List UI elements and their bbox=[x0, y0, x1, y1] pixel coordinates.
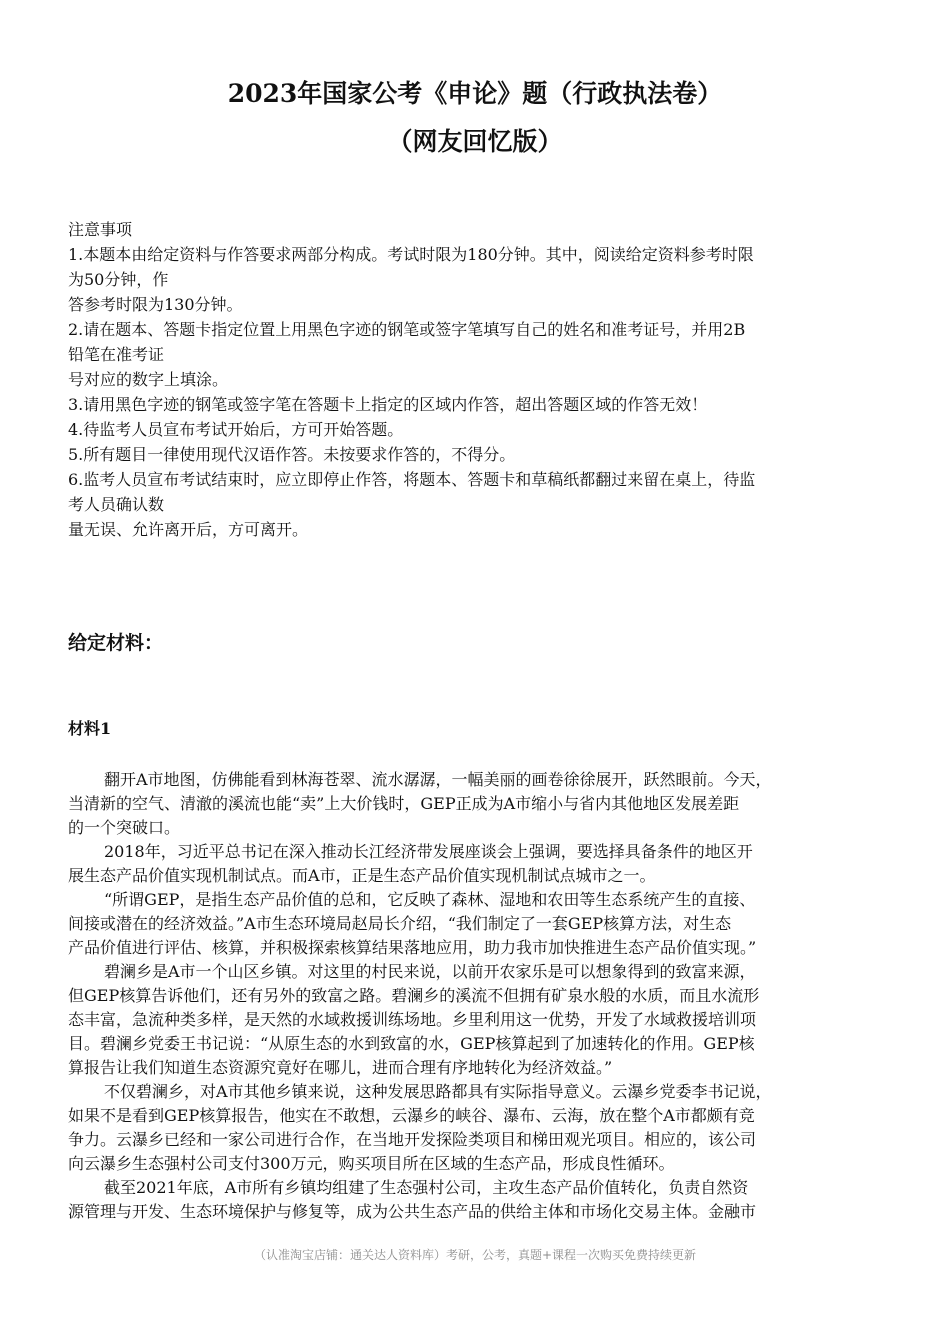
material-line: 的一个突破口。 bbox=[68, 818, 181, 837]
notice-line: 4.待监考人员宣布考试开始后，方可开始答题。 bbox=[68, 420, 404, 439]
material-line: 源管理与开发、生态环境保护与修复等，成为公共生态产品的供给主体和市场化交易主体。金融市 bbox=[68, 1202, 757, 1221]
notice-line: 考人员确认数 bbox=[68, 495, 165, 514]
material-line: 但GEP核算告诉他们，还有另外的致富之路。碧澜乡的溪流不但拥有矿泉水般的水质，而且水流形 bbox=[68, 986, 760, 1005]
material-line: 碧澜乡是A市一个山区乡镇。对这里的村民来说，以前开农家乐是可以想象得到的致富来源， bbox=[104, 962, 756, 981]
material-line: 当清新的空气、清澈的溪流也能“卖”上大价钱时，GEP正成为A市缩小与省内其他地区发展差距 bbox=[68, 794, 740, 813]
notice-line: 6.监考人员宣布考试结束时，应立即停止作答，将题本、答题卡和草稿纸都翻过来留在桌上，待监 bbox=[68, 470, 756, 489]
material-line: 算报告让我们知道生态资源究竟好在哪儿，进而合理有序地转化为经济效益。” bbox=[68, 1058, 613, 1077]
material-line: 产品价值进行评估、核算，并积极探索核算结果落地应用，助力我市加快推进生态产品价值实现。” bbox=[68, 938, 757, 957]
notice-line: 铅笔在准考证 bbox=[68, 345, 165, 364]
notice-line: 量无误、允许离开后，方可离开。 bbox=[68, 520, 309, 539]
material-line: 不仅碧澜乡，对A市其他乡镇来说，这种发展思路都具有实际指导意义。云瀑乡党委李书记说， bbox=[104, 1082, 772, 1101]
materials-heading: 给定材料： bbox=[68, 632, 164, 654]
material-line: 如果不是看到GEP核算报告，他实在不敢想，云瀑乡的峡谷、瀑布、云海，放在整个A市都颇有竞 bbox=[68, 1106, 755, 1125]
material-line: 2018年，习近平总书记在深入推动长江经济带发展座谈会上强调，要选择具备条件的地区开 bbox=[104, 842, 753, 861]
notice-line: 5.所有题目一律使用现代汉语作答。未按要求作答的，不得分。 bbox=[68, 445, 516, 464]
notice-line: 1.本题本由给定资料与作答要求两部分构成。考试时限为180分钟。其中，阅读给定资料参考时限 bbox=[68, 245, 754, 264]
material-line: 争力。云瀑乡已经和一家公司进行合作，在当地开发探险类项目和梯田观光项目。相应的，该公司 bbox=[68, 1130, 757, 1149]
material-line: 态丰富，急流种类多样，是天然的水域救援训练场地。乡里利用这一优势，开发了水域救援培训项 bbox=[68, 1010, 757, 1029]
notice-line: 3.请用黑色字迹的钢笔或签字笔在答题卡上指定的区域内作答，超出答题区域的作答无效！ bbox=[68, 395, 708, 414]
material-line: 间接或潜在的经济效益。”A市生态环境局赵局长介绍，“我们制定了一套GEP核算方法，对生态 bbox=[68, 914, 732, 933]
material-line: 翻开A市地图，仿佛能看到林海苍翠、流水潺潺，一幅美丽的画卷徐徐展开，跃然眼前。今天， bbox=[104, 770, 772, 789]
notice-line: 2.请在题本、答题卡指定位置上用黑色字迹的钢笔或签字笔填写自己的姓名和准考证号，并用2B bbox=[68, 320, 746, 339]
notice-line: 答参考时限为130分钟。 bbox=[68, 295, 243, 314]
page-footer: （认准淘宝店铺：通关达人资料库）考研，公考，真题+课程一次购买免费持续更新 bbox=[253, 1248, 697, 1262]
notice-line: 号对应的数字上填涂。 bbox=[68, 370, 229, 389]
document-title: 2023年国家公考《申论》题（行政执法卷） bbox=[227, 79, 723, 108]
material-line: 展生态产品价值实现机制试点。而A市，正是生态产品价值实现机制试点城市之一。 bbox=[68, 866, 656, 885]
material-line: 向云瀑乡生态强村公司支付300万元，购买项目所在区域的生态产品，形成良性循环。 bbox=[68, 1154, 675, 1173]
material-line: “所谓GEP，是指生态产品价值的总和，它反映了森林、湿地和农田等生态系统产生的直接、 bbox=[104, 890, 756, 909]
notice-line: 为50分钟，作 bbox=[68, 270, 169, 289]
material-1-heading: 材料1 bbox=[68, 719, 112, 738]
material-line: 截至2021年底，A市所有乡镇均组建了生态强村公司，主攻生态产品价值转化，负责自然资 bbox=[104, 1178, 749, 1197]
document-subtitle: （网友回忆版） bbox=[387, 127, 563, 156]
notice-heading: 注意事项 bbox=[68, 220, 133, 239]
material-line: 目。碧澜乡党委王书记说：“从原生态的水到致富的水，GEP核算起到了加速转化的作用。GEP核 bbox=[68, 1034, 755, 1053]
